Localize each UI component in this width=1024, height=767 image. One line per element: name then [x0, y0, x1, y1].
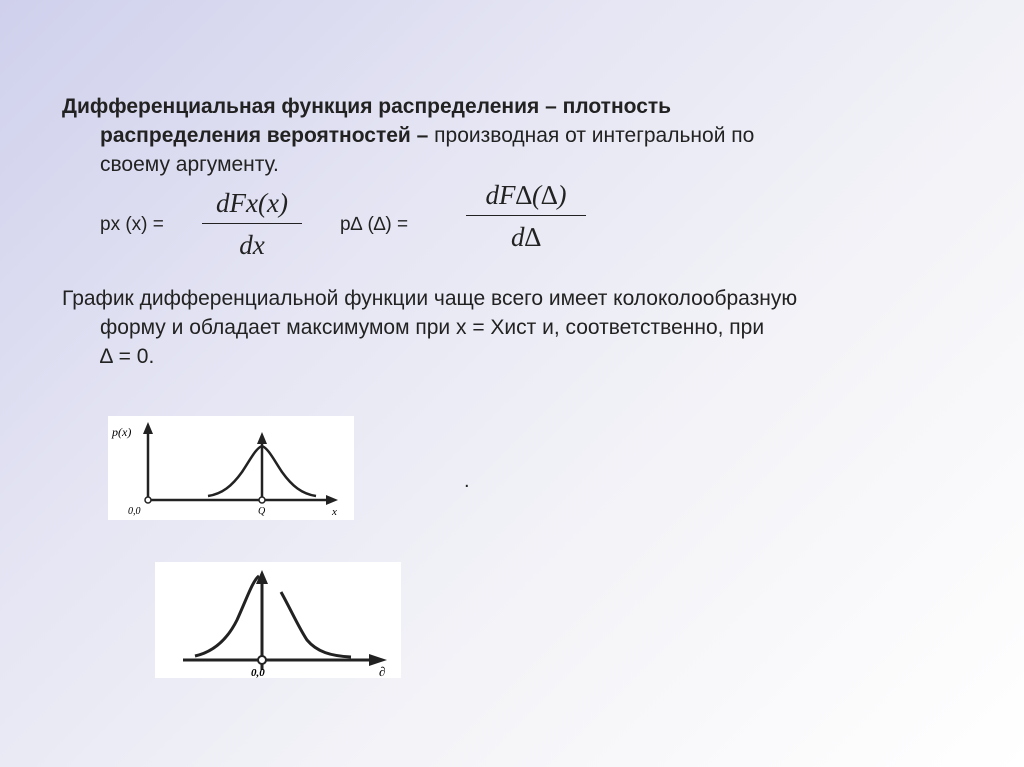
formula1-label: px (x) =: [100, 214, 164, 235]
formula1-fraction: [202, 188, 302, 261]
plot1-center-label: Q: [258, 506, 266, 517]
graph-line1: График дифференциальной функции чаще всего имеет колоколообразную: [62, 287, 798, 310]
definition-rest-line2: производная от интегральной по: [428, 124, 755, 147]
definition-line3: своему аргументу.: [100, 153, 279, 176]
plot1-y-label: p(x): [112, 425, 132, 439]
plot2-x-label: ∂: [379, 664, 386, 678]
stray-dot: .: [464, 470, 470, 492]
plot1-x-arrow: [326, 495, 338, 505]
plot2-bell-curve-right: [281, 592, 351, 657]
graph-line3: ∆ = 0.: [100, 345, 155, 368]
plot2-origin-point: [258, 656, 266, 664]
graph-line2: форму и обладает максимумом при x = Xист и, соответственно, при: [100, 316, 765, 339]
graph-paragraph: [62, 284, 992, 371]
plot1-y-arrow: [143, 422, 153, 434]
plot2-bell-curve-left: [195, 576, 259, 656]
formula2-fraction: [466, 180, 586, 253]
definition-bold-line2: распределения вероятностей –: [100, 124, 429, 147]
plot1-center-arrow: [257, 432, 267, 444]
definition-line2: [62, 121, 962, 150]
definition-paragraph: [62, 92, 962, 179]
plot1-origin-label: 0,0: [128, 506, 141, 517]
formula1-numerator: dFx(x): [202, 188, 302, 224]
density-plot-x: [108, 416, 354, 520]
plot1-center-point: [259, 497, 265, 503]
formula2-denominator: d∆: [510, 222, 542, 252]
formula2-numerator: dF∆(∆): [466, 180, 586, 216]
plot1-origin-point: [145, 497, 151, 503]
definition-bold-line1: Дифференциальная функция распределения – плотность: [62, 95, 672, 118]
formula2-label: p∆ (∆) =: [340, 214, 409, 235]
density-plot-delta: [155, 562, 401, 678]
plot1-x-label: x: [332, 506, 337, 518]
plot2-origin-label: 0,0: [251, 667, 265, 678]
formula1-denominator: dx: [239, 230, 265, 260]
